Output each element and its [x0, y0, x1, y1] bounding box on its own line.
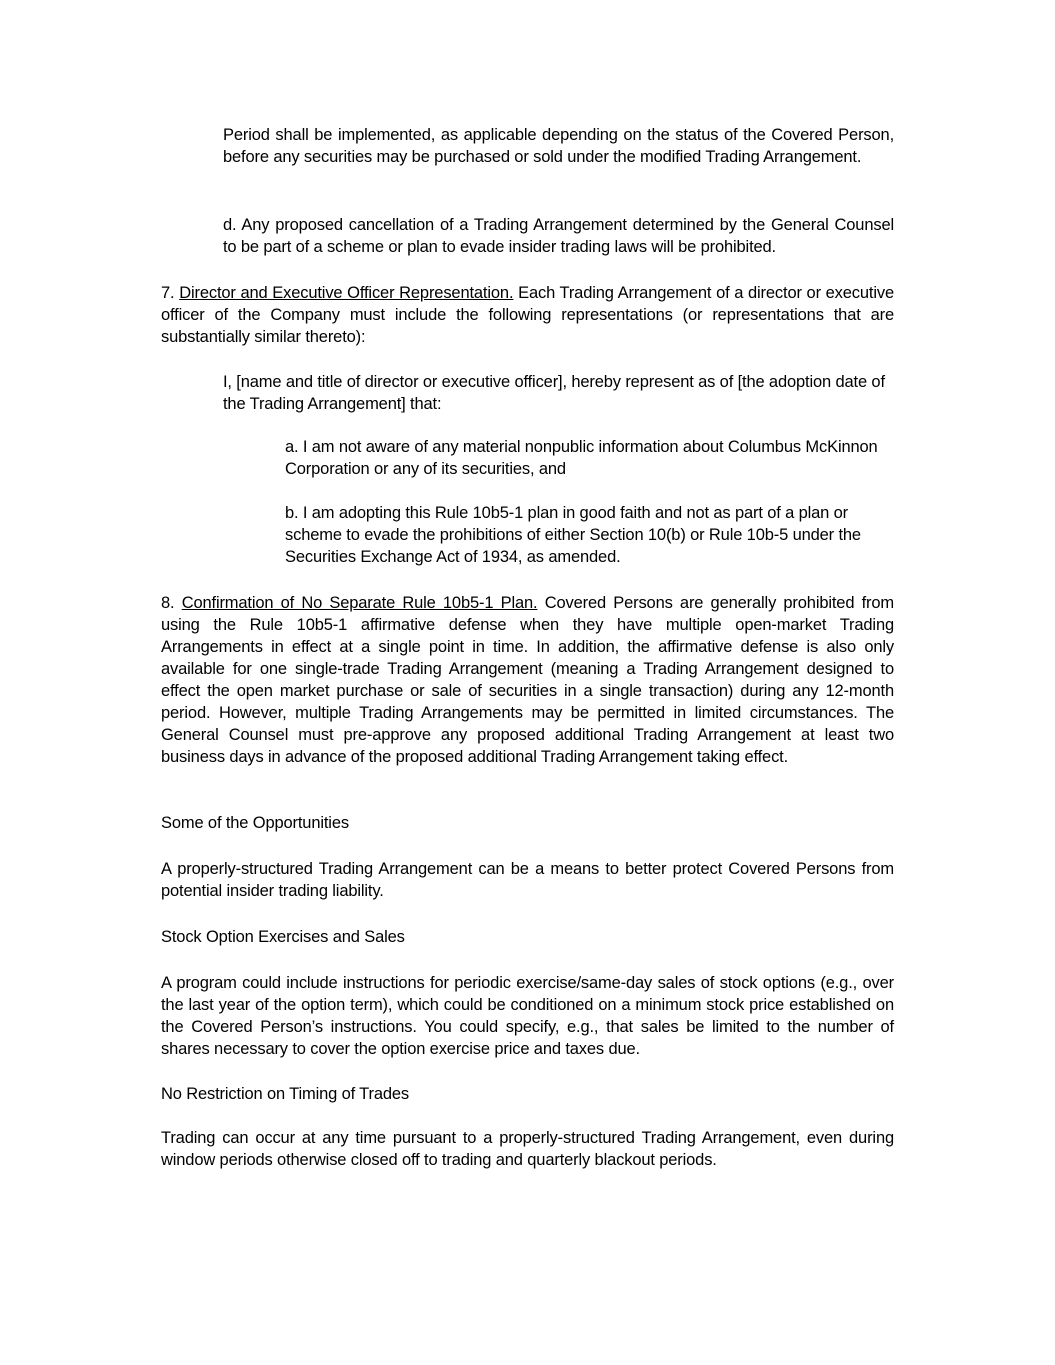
representation-a: a. I am not aware of any material nonpublic information about Columbus McKinnon Corporation or any of its securities, and: [285, 438, 878, 478]
paragraph-continuation: Period shall be implemented, as applicable depending on the status of the Covered Person, before any securities may be purchased or sold under the modified Trading Arrangement.: [223, 126, 894, 166]
section-7: [161, 282, 894, 348]
representation-intro: I, [name and title of director or executive officer], hereby represent as of [the adoption date of the Trading Arrangement] that:: [223, 373, 885, 413]
heading-opportunities: Some of the Opportunities: [161, 814, 349, 832]
heading-stock-options: Stock Option Exercises and Sales: [161, 928, 405, 946]
paragraph-opportunities: A properly-structured Trading Arrangement can be a means to better protect Covered Persons from potential insider trading liability.: [161, 860, 894, 900]
section-8-body: Covered Persons are generally prohibited from using the Rule 10b5-1 affirmative defense when they have multiple open-market Trading Arrangements in effect at a single point in time. In addition, the affirmative defense is also only available for one single-trade Trading Arrangement (meaning a Trading Arrangement designed to effect the open market purchase or sale of securities in a single transaction) during any 12-month period. However, multiple Trading Arrangements may be permitted in limited circumstances. The General Counsel must pre-approve any proposed additional Trading Arrangement at least two business days in advance of the proposed additional Trading Arrangement taking effect.: [161, 594, 894, 766]
section-8: [161, 592, 894, 768]
paragraph-stock-options: A program could include instructions for periodic exercise/same-day sales of stock options (e.g., over the last year of the option term), which could be conditioned on a minimum stock price established on the Covered Person’s instructions. You could specify, e.g., that sales be limited to the number of shares necessary to cover the option exercise price and taxes due.: [161, 974, 894, 1058]
section-7-number: 7.: [161, 284, 180, 302]
paragraph-d: d. Any proposed cancellation of a Trading Arrangement determined by the General Counsel to be part of a scheme or plan to evade insider trading laws will be prohibited.: [223, 216, 894, 256]
representation-b: b. I am adopting this Rule 10b5-1 plan in good faith and not as part of a plan or scheme to evade the prohibitions of either Section 10(b) or Rule 10b-5 under the Securities Exchange Act of 1934, as amended.: [285, 504, 861, 566]
section-8-heading: Confirmation of No Separate Rule 10b5-1 Plan.: [181, 594, 538, 612]
section-7-heading: Director and Executive Officer Representation.: [179, 284, 514, 302]
section-8-number: 8.: [161, 594, 182, 612]
section-7-body: Each Trading Arrangement of a director or executive officer of the Company must include the following representations (or representations that are substantially similar thereto):: [161, 284, 894, 346]
paragraph-timing: Trading can occur at any time pursuant to a properly-structured Trading Arrangement, even during window periods otherwise closed off to trading and quarterly blackout periods.: [161, 1129, 894, 1169]
heading-timing: No Restriction on Timing of Trades: [161, 1085, 410, 1103]
